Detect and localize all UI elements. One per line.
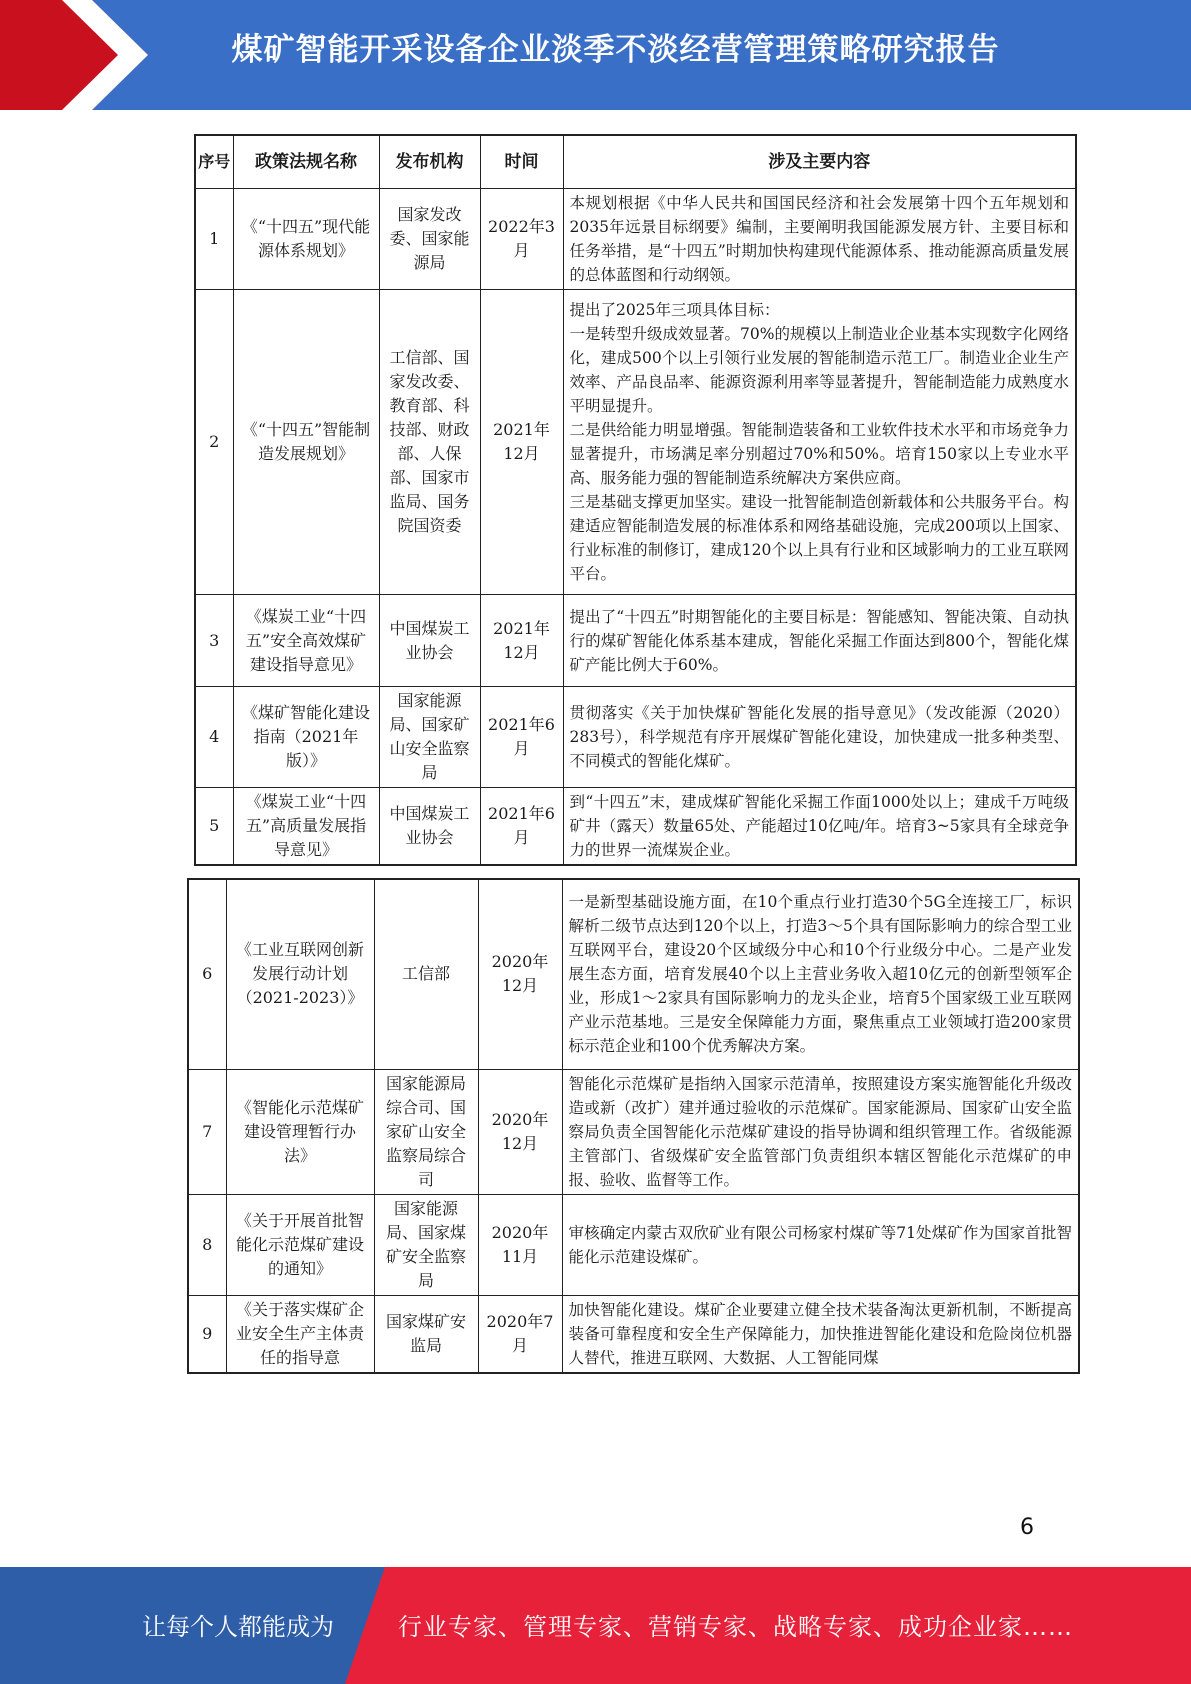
publisher: 国家能源局、国家矿山安全监察局 bbox=[379, 687, 480, 788]
header-seq: 序号 bbox=[195, 135, 233, 189]
row-number: 6 bbox=[188, 879, 226, 1069]
policy-name: 《工业互联网创新发展行动计划（2021-2023）》 bbox=[226, 879, 374, 1069]
header-policy-name: 政策法规名称 bbox=[233, 135, 379, 189]
footer-slogan-right: 行业专家、管理专家、营销专家、战略专家、成功企业家…… bbox=[398, 1613, 1073, 1641]
publish-time: 2021年6月 bbox=[480, 788, 563, 866]
table-row bbox=[195, 189, 1076, 290]
table-row bbox=[195, 290, 1076, 595]
row-number: 2 bbox=[195, 290, 233, 595]
policy-name: 《煤矿智能化建设指南（2021年版）》 bbox=[233, 687, 379, 788]
policy-content: 审核确定内蒙古双欣矿业有限公司杨家村煤矿等71处煤矿作为国家首批智能化示范建设煤矿。 bbox=[562, 1194, 1079, 1295]
table-row bbox=[188, 1069, 1079, 1194]
page-footer bbox=[0, 1567, 1191, 1684]
publish-time: 2022年3月 bbox=[480, 189, 563, 290]
page-number: 6 bbox=[1020, 1515, 1034, 1540]
policy-name: 《煤炭工业“十四五”安全高效煤矿建设指导意见》 bbox=[233, 595, 379, 687]
row-number: 5 bbox=[195, 788, 233, 866]
publish-time: 2020年12月 bbox=[478, 1069, 562, 1194]
row-number: 7 bbox=[188, 1069, 226, 1194]
footer-slogan-left: 让每个人都能成为 bbox=[142, 1613, 334, 1641]
policy-name: 《“十四五”智能制造发展规划》 bbox=[233, 290, 379, 595]
table-row bbox=[195, 595, 1076, 687]
policy-content: 加快智能化建设。煤矿企业要建立健全技术装备淘汰更新机制，不断提高装备可靠程度和安全生产保障能力，加快推进智能化建设和危险岗位机器人替代，推进互联网、大数据、人工智能同煤 bbox=[562, 1295, 1079, 1373]
header-content: 涉及主要内容 bbox=[563, 135, 1076, 189]
policy-name: 《“十四五”现代能源体系规划》 bbox=[233, 189, 379, 290]
publish-time: 2020年12月 bbox=[478, 879, 562, 1069]
table-row bbox=[188, 1194, 1079, 1295]
row-number: 4 bbox=[195, 687, 233, 788]
publish-time: 2021年12月 bbox=[480, 595, 563, 687]
policy-content bbox=[563, 290, 1076, 595]
policy-name: 《关于开展首批智能化示范煤矿建设的通知》 bbox=[226, 1194, 374, 1295]
publisher: 中国煤炭工业协会 bbox=[379, 788, 480, 866]
publish-time: 2021年12月 bbox=[480, 290, 563, 595]
table-header-row bbox=[195, 135, 1076, 189]
policy-content: 到“十四五”末，建成煤矿智能化采掘工作面1000处以上；建成千万吨级矿井（露天）数量65处、产能超过10亿吨/年。培育3~5家具有全球竞争力的世界一流煤炭企业。 bbox=[563, 788, 1076, 866]
policy-table-part-1 bbox=[194, 134, 1077, 866]
publish-time: 2020年11月 bbox=[478, 1194, 562, 1295]
publisher: 国家煤矿安监局 bbox=[374, 1295, 478, 1373]
publisher: 工信部 bbox=[374, 879, 478, 1069]
policy-name: 《智能化示范煤矿建设管理暂行办法》 bbox=[226, 1069, 374, 1194]
policy-content: 智能化示范煤矿是指纳入国家示范清单，按照建设方案实施智能化升级改造或新（改扩）建并通过验收的示范煤矿。国家能源局、国家矿山安全监察局负责全国智能化示范煤矿建设的指导协调和组织管理工作。省级能源主管部门、省级煤矿安全监管部门负责组织本辖区智能化示范煤矿的申报、验收、监督等工作。 bbox=[562, 1069, 1079, 1194]
publish-time: 2021年6月 bbox=[480, 687, 563, 788]
publisher: 工信部、国家发改委、教育部、科技部、财政部、人保部、国家市监局、国务院国资委 bbox=[379, 290, 480, 595]
policy-content: 一是新型基础设施方面，在10个重点行业打造30个5G全连接工厂，标识解析二级节点达到120个以上，打造3～5个具有国际影响力的综合型工业互联网平台，建设20个区域级分中心和10个行业级分中心。二是产业发展生态方面，培育发展40个以上主营业务收入超10亿元的创新型领军企业，形成1～2家具有国际影响力的龙头企业，培育5个国家级工业互联网产业示范基地。三是安全保障能力方面，聚焦重点工业领域打造200家贯标示范企业和100个优秀解决方案。 bbox=[562, 879, 1079, 1069]
policy-content: 贯彻落实《关于加快煤矿智能化发展的指导意见》（发改能源（2020）283号），科学规范有序开展煤矿智能化建设，加快建成一批多种类型、不同模式的智能化煤矿。 bbox=[563, 687, 1076, 788]
table-row bbox=[195, 788, 1076, 866]
header-time: 时间 bbox=[480, 135, 563, 189]
header-publisher: 发布机构 bbox=[379, 135, 480, 189]
policy-name: 《煤炭工业“十四五”高质量发展指导意见》 bbox=[233, 788, 379, 866]
row-number: 8 bbox=[188, 1194, 226, 1295]
row-number: 9 bbox=[188, 1295, 226, 1373]
publisher: 中国煤炭工业协会 bbox=[379, 595, 480, 687]
policy-content: 提出了“十四五”时期智能化的主要目标是：智能感知、智能决策、自动执行的煤矿智能化体系基本建成，智能化采掘工作面达到800个，智能化煤矿产能比例大于60%。 bbox=[563, 595, 1076, 687]
row-number: 3 bbox=[195, 595, 233, 687]
table-row bbox=[188, 879, 1079, 1069]
row-number: 1 bbox=[195, 189, 233, 290]
content-paragraph: 二是供给能力明显增强。智能制造装备和工业软件技术水平和市场竞争力显著提升，市场满足率分别超过70%和50%。培育150家以上专业水平高、服务能力强的智能制造系统解决方案供应商。 bbox=[569, 421, 1069, 487]
content-paragraph: 一是转型升级成效显著。70%的规模以上制造业企业基本实现数字化网络化，建成500个以上引领行业发展的智能制造示范工厂。制造业企业生产效率、产品良品率、能源资源利用率等显著提升，智能制造能力成熟度水平明显提升。 bbox=[569, 325, 1069, 415]
policy-content: 本规划根据《中华人民共和国国民经济和社会发展第十四个五年规划和2035年远景目标纲要》编制，主要阐明我国能源发展方针、主要目标和任务举措，是“十四五”时期加快构建现代能源体系、推动能源高质量发展的总体蓝图和行动纲领。 bbox=[563, 189, 1076, 290]
publisher: 国家能源局、国家煤矿安全监察局 bbox=[374, 1194, 478, 1295]
content-paragraph: 三是基础支撑更加坚实。建设一批智能制造创新载体和公共服务平台。构建适应智能制造发展的标准体系和网络基础设施，完成200项以上国家、行业标准的制修订，建成120个以上具有行业和区域影响力的工业互联网平台。 bbox=[569, 493, 1069, 583]
page-header bbox=[0, 0, 1191, 110]
content-paragraph: 提出了2025年三项具体目标： bbox=[569, 301, 780, 319]
report-title: 煤矿智能开采设备企业淡季不淡经营管理策略研究报告 bbox=[231, 32, 1000, 68]
policy-name: 《关于落实煤矿企业安全生产主体责任的指导意 bbox=[226, 1295, 374, 1373]
publisher: 国家能源局综合司、国家矿山安全监察局综合司 bbox=[374, 1069, 478, 1194]
publisher: 国家发改委、国家能源局 bbox=[379, 189, 480, 290]
table-row bbox=[188, 1295, 1079, 1373]
publish-time: 2020年7月 bbox=[478, 1295, 562, 1373]
table-row bbox=[195, 687, 1076, 788]
policy-table-part-2 bbox=[187, 878, 1080, 1374]
